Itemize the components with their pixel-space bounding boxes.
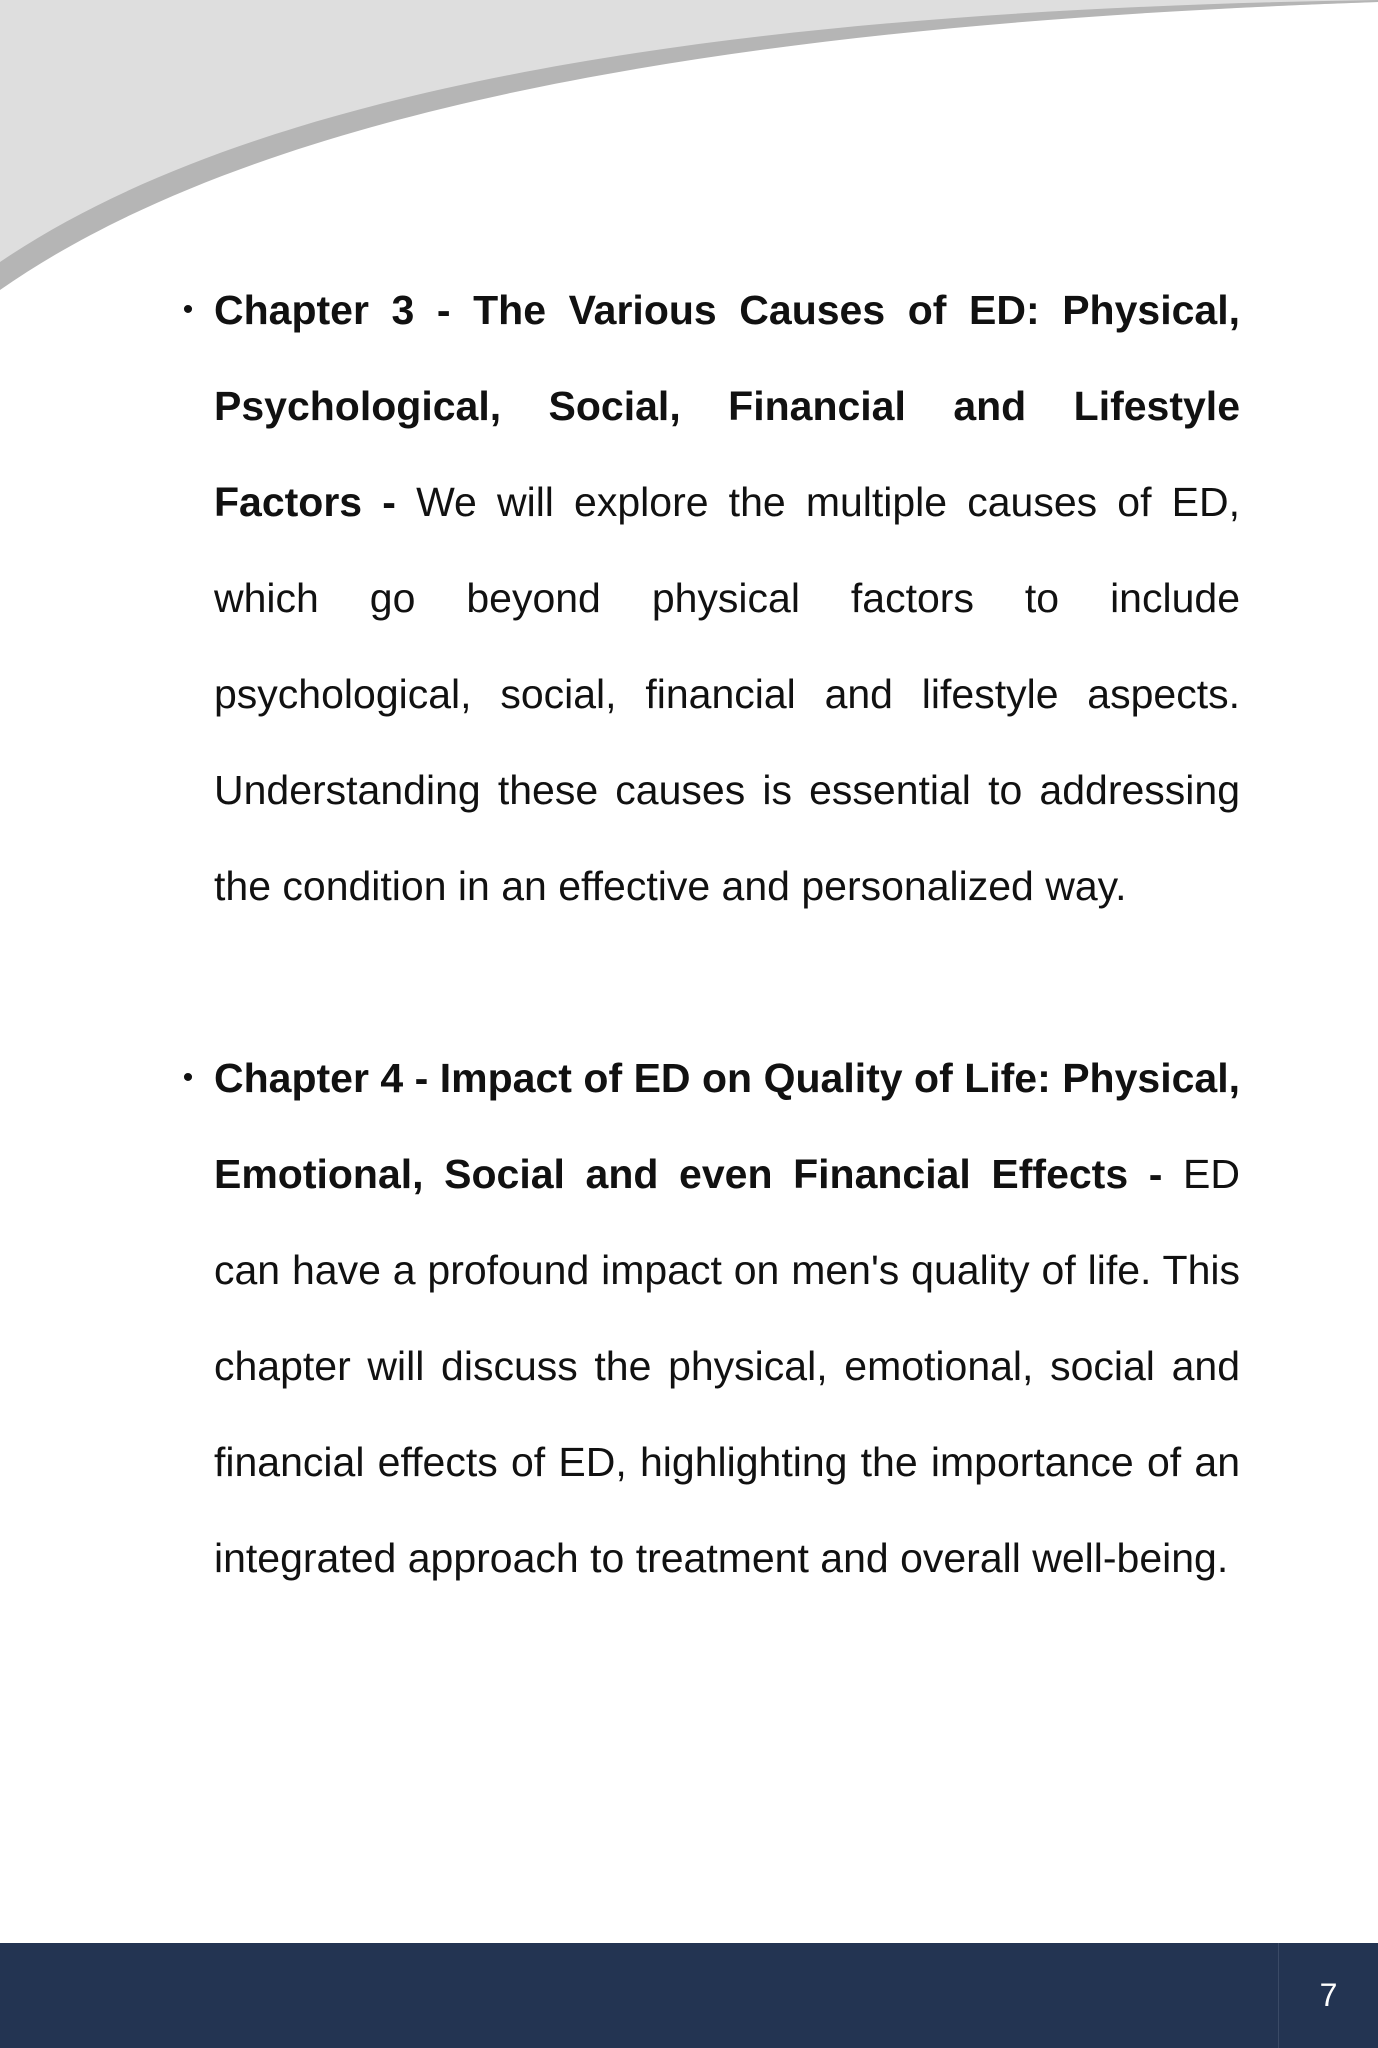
chapter-4-body: ED can have a profound impact on men's quality of life. This chapter will discuss the physical, emotional, social and financial effects of ED, highlighting the importance of an integrated approach to treatment and overall well-being. bbox=[214, 1151, 1240, 1581]
footer-bar bbox=[0, 1943, 1378, 2048]
chapter-4-item bbox=[178, 1030, 1240, 1606]
chapter-list bbox=[178, 262, 1240, 1606]
chapter-4-heading: Chapter 4 - Impact of ED on Quality of Life: Physical, Emotional, Social and even Financial Effects - bbox=[214, 1055, 1240, 1197]
top-swoosh-decoration bbox=[0, 0, 1378, 300]
bullet-icon: • bbox=[182, 1061, 194, 1094]
chapter-3-item bbox=[178, 262, 1240, 934]
chapter-3-heading: Chapter 3 - The Various Causes of ED: Physical, Psychological, Social, Financial and Lifestyle Factors - bbox=[214, 287, 1240, 525]
bullet-icon: • bbox=[182, 293, 194, 326]
chapter-3-body: We will explore the multiple causes of ED, which go beyond physical factors to include psychological, social, financial and lifestyle aspects. Understanding these causes is essential to addressing the condition in an effective and personalized way. bbox=[214, 479, 1240, 909]
swoosh-light-shape bbox=[0, 0, 1378, 270]
page-number: 7 bbox=[1319, 1977, 1338, 2013]
